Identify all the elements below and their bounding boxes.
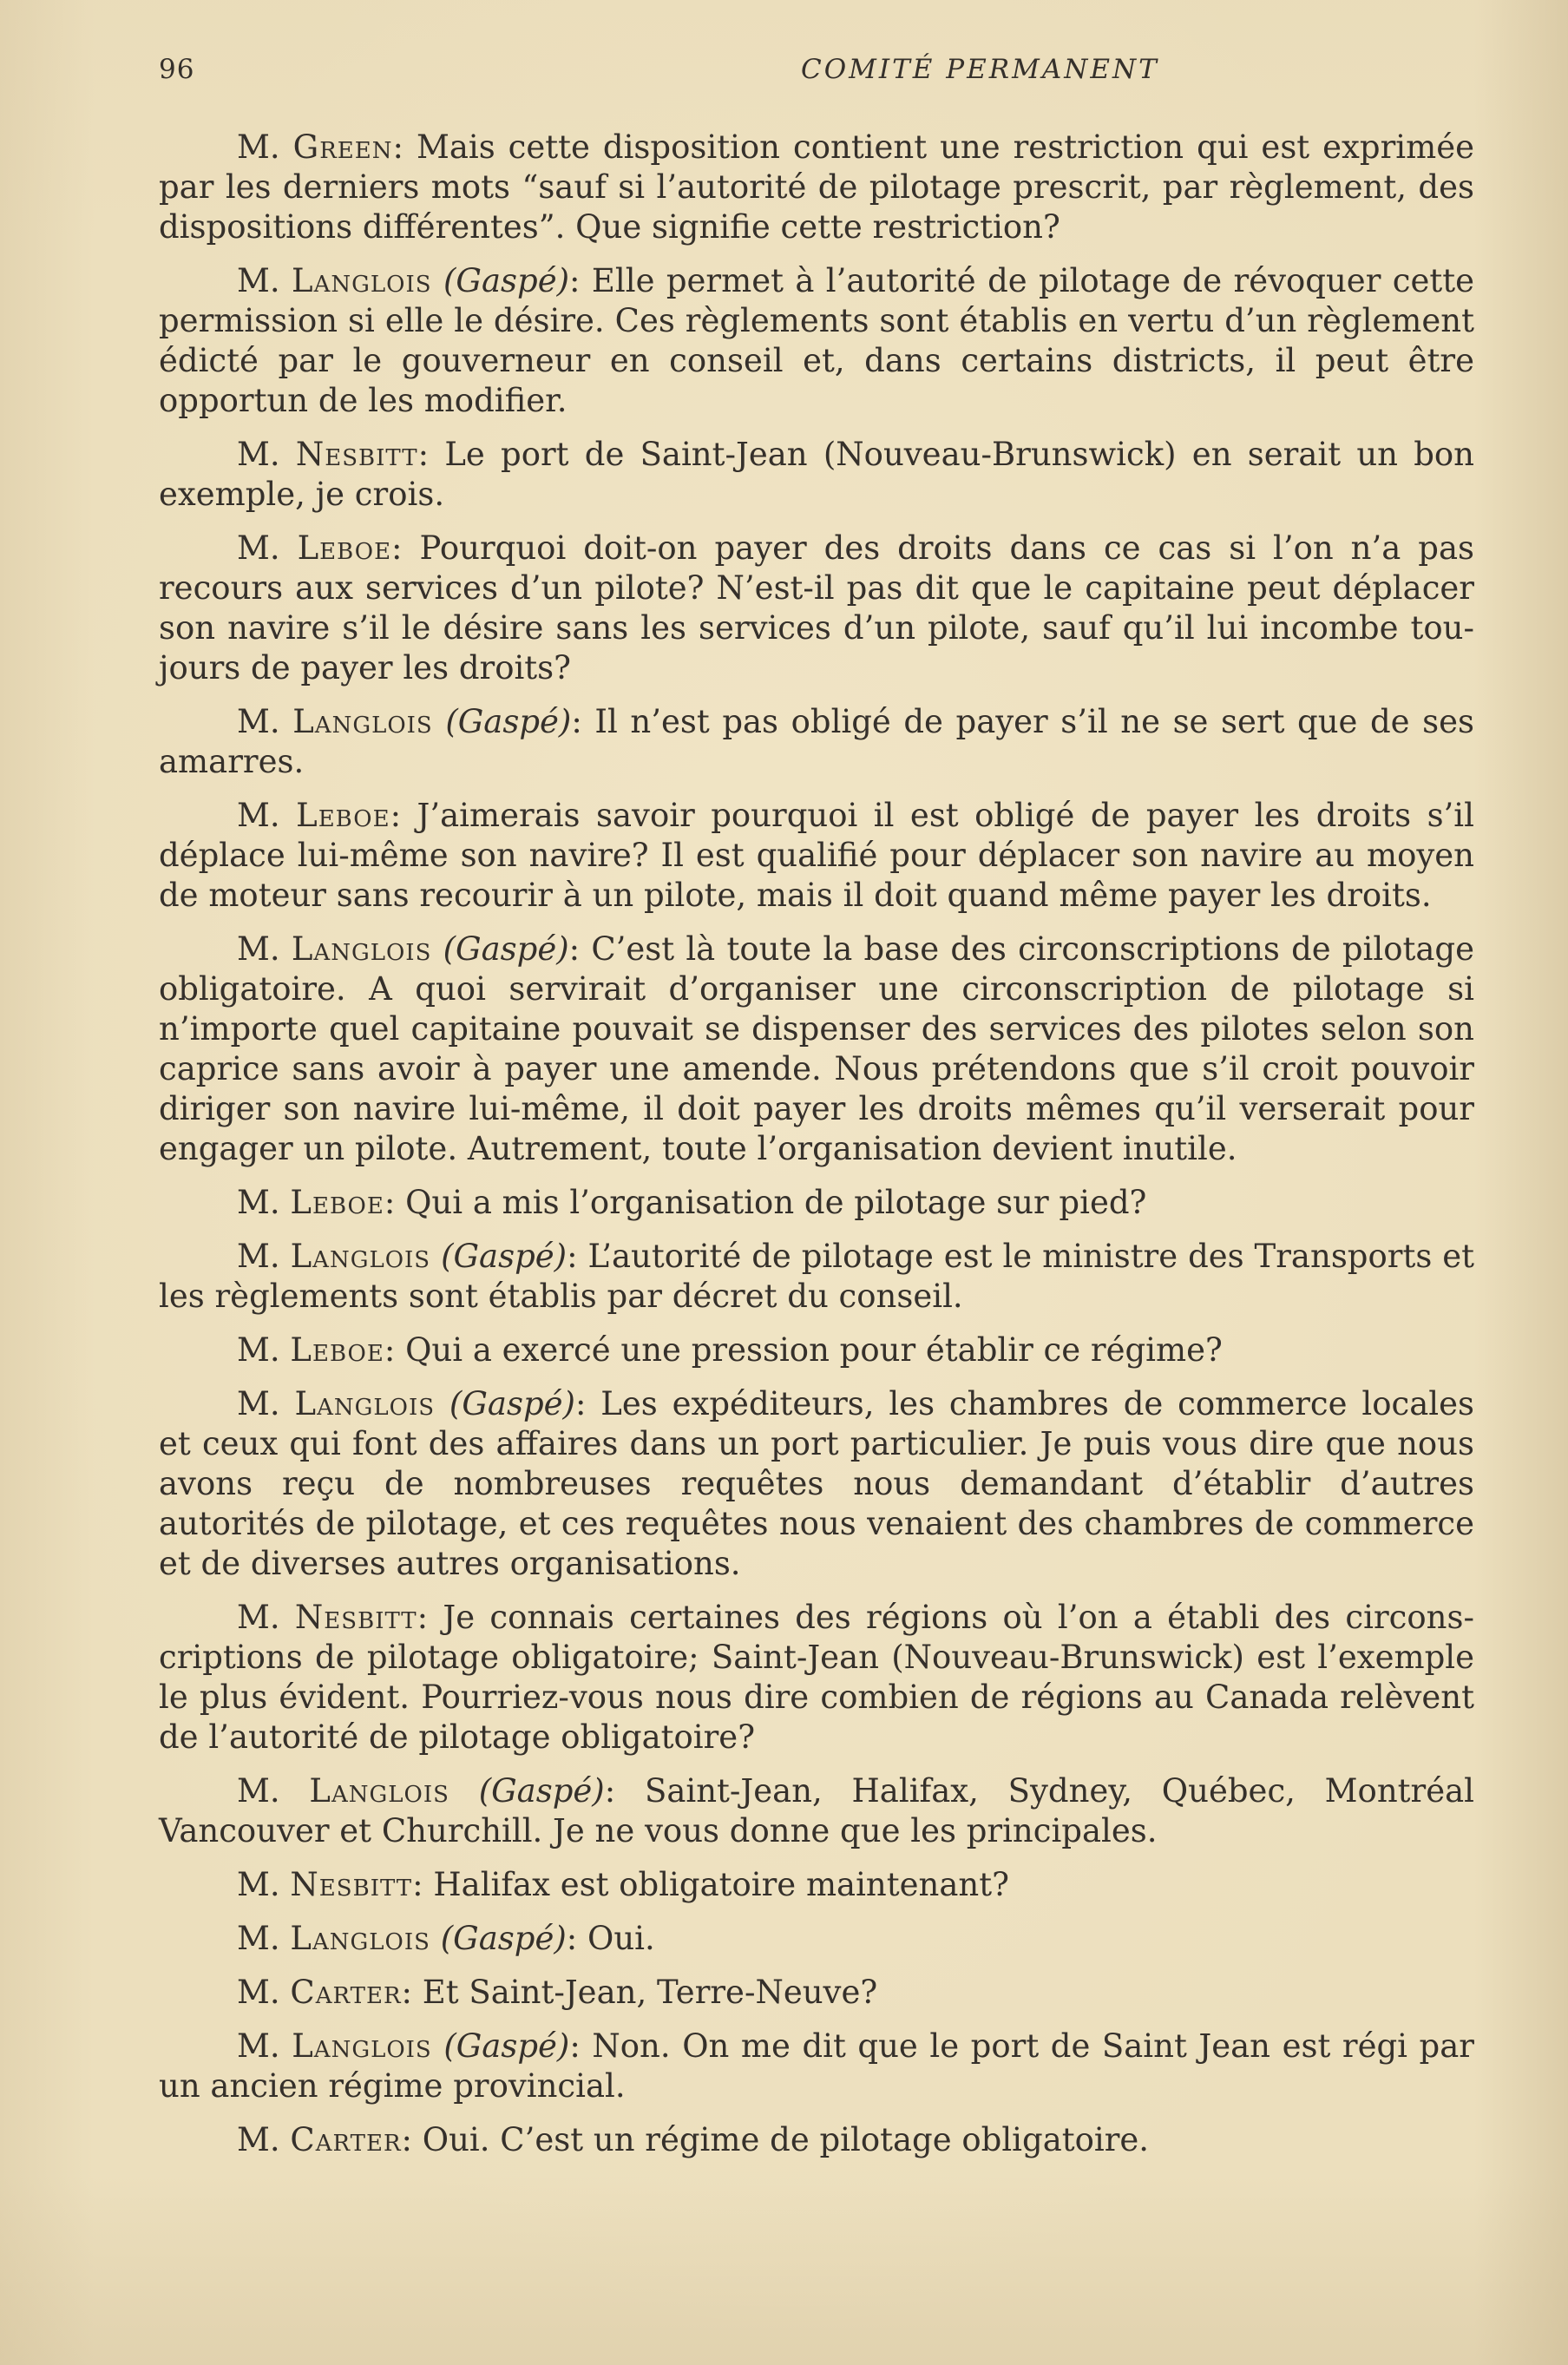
speaker-riding: (Gaspé) bbox=[443, 262, 570, 299]
speech-paragraph: M. Langlois (Gaspé): Les expéditeurs, les chambres de commerce locales et ceux qui font des affaires dans un port particulier. Je puis vous dire que nous avons reçu de nombreuses requêtes nous demandant d’établir d’autres autorités de pilotage, et ces requêtes nous venaient des chambres de commerce et de diverses autres organisations. bbox=[159, 1385, 1474, 1582]
running-head: COMITÉ PERMANENT bbox=[801, 54, 1159, 85]
transcript-body bbox=[159, 128, 1474, 2174]
speech-text: Mais cette disposition contient une restriction qui est exprimée par les derniers mots “sauf si l’autorité de pilotage prescrit, par règlement, des dispositions différentes”. Que signifie cette restriction? bbox=[159, 128, 1474, 246]
speech-text: Pourquoi doit-on payer des droits dans ce cas si l’on n’a pas recours aux services d’un pilote? N’est-il pas dit que le capitaine peut déplacer son navire s’il le désire sans les services d’un pilote, sauf qu’il lui incombe toujours de payer les droits? bbox=[159, 529, 1474, 687]
speaker-riding: (Gaspé) bbox=[478, 1772, 605, 1810]
speaker-name: Langlois bbox=[294, 1385, 436, 1422]
page-header bbox=[159, 54, 1460, 97]
speech-text: J’aimerais savoir pourquoi il est obligé de payer les droits s’il déplace lui-même son navire? Il est qualifié pour déplacer son navire au moyen de moteur sans recourir à un pilote, mais il doit quand même payer les droits. bbox=[159, 797, 1474, 914]
speech-paragraph: M. Langlois (Gaspé): Oui. bbox=[237, 1920, 655, 1957]
speaker-name: Langlois bbox=[290, 1238, 431, 1275]
speech-text: Je connais certaines des régions où l’on a établi des circonscriptions de pilotage obligatoire; Saint-Jean (Nouveau-Brunswick) est l’exemple le plus évident. Pourriez-vous nous dire combien de régions au Canada relèvent de l’autorité de pilotage obligatoire? bbox=[159, 1599, 1474, 1756]
speech-paragraph: M. Nesbitt: Je connais certaines des régions où l’on a établi des circonscriptions de pilotage obligatoire; Saint-Jean (Nouveau-Brunswick) est l’exemple le plus évident. Pourriez-vous nous dire combien de régions au Canada relèvent de l’autorité de pilotage obligatoire? bbox=[159, 1599, 1474, 1756]
speaker-title: M. bbox=[237, 703, 280, 740]
speech-text: Il n’est pas obligé de payer s’il ne se sert que de ses amarres. bbox=[159, 703, 1474, 780]
speaker-title: M. bbox=[237, 1920, 280, 1957]
speaker-title: M. bbox=[237, 1974, 280, 2011]
speaker-title: M. bbox=[237, 1599, 280, 1636]
speech-text: Saint-Jean, Halifax, Sydney, Québec, Montréal Vancouver et Churchill. Je ne vous donne que les principales. bbox=[159, 1772, 1475, 1849]
speaker-name: Nesbitt bbox=[294, 1599, 417, 1636]
speaker-title: M. bbox=[237, 1385, 280, 1422]
speaker-riding: (Gaspé) bbox=[443, 2027, 570, 2065]
speaker-name: Langlois bbox=[292, 703, 433, 740]
speaker-title: M. bbox=[237, 2027, 280, 2065]
speaker-riding: (Gaspé) bbox=[443, 930, 569, 968]
speech-paragraph: M. Green: Mais cette disposition contient une restriction qui est exprimée par les derniers mots “sauf si l’autorité de pilotage prescrit, par règlement, des dispositions différentes”. Que signifie cette restriction? bbox=[159, 128, 1474, 246]
speaker-riding: (Gaspé) bbox=[449, 1385, 575, 1422]
speech-paragraph: M. Nesbitt: Halifax est obligatoire maintenant? bbox=[237, 1866, 1009, 1903]
speech-text: Le port de Saint-Jean (Nouveau-Brunswick) en serait un bon exemple, je crois. bbox=[159, 436, 1474, 513]
speech-paragraph: M. Leboe: Qui a mis l’organisation de pilotage sur pied? bbox=[237, 1184, 1147, 1221]
speaker-name: Nesbitt bbox=[290, 1866, 413, 1903]
speech-paragraph: M. Carter: Et Saint-Jean, Terre-Neuve? bbox=[237, 1974, 878, 2011]
speech-paragraph: M. Langlois (Gaspé): Il n’est pas obligé de payer s’il ne se sert que de ses amarres. bbox=[159, 703, 1474, 780]
speech-text: Qui a exercé une pression pour établir ce régime? bbox=[405, 1331, 1223, 1369]
speaker-name: Nesbitt bbox=[295, 436, 418, 473]
speaker-name: Langlois bbox=[309, 1772, 449, 1810]
speaker-name: Leboe bbox=[290, 1184, 384, 1221]
speaker-title: M. bbox=[237, 1772, 280, 1810]
speaker-title: M. bbox=[237, 1184, 280, 1221]
speech-text: Qui a mis l’organisation de pilotage sur pied? bbox=[405, 1184, 1147, 1221]
speech-text: Oui. C’est un régime de pilotage obligatoire. bbox=[422, 2121, 1150, 2158]
speaker-title: M. bbox=[237, 797, 280, 834]
speech-paragraph: M. Leboe: Qui a exercé une pression pour établir ce régime? bbox=[237, 1331, 1223, 1369]
speaker-riding: (Gaspé) bbox=[441, 1238, 567, 1275]
speaker-title: M. bbox=[237, 2121, 280, 2158]
speaker-name: Green bbox=[292, 128, 393, 166]
speech-paragraph: M. Langlois (Gaspé): Saint-Jean, Halifax, Sydney, Québec, Montréal Vancouver et Churchill. Je ne vous donne que les principales. bbox=[159, 1772, 1475, 1849]
speaker-riding: (Gaspé) bbox=[440, 1920, 567, 1957]
speech-paragraph: M. Nesbitt: Le port de Saint-Jean (Nouveau-Brunswick) en serait un bon exemple, je crois. bbox=[159, 436, 1474, 513]
speech-text: Oui. bbox=[587, 1920, 655, 1957]
speaker-name: Leboe bbox=[297, 529, 392, 567]
speech-paragraph: M. Langlois (Gaspé): Elle permet à l’autorité de pilotage de révoquer cette permission si elle le désire. Ces règlements sont établis en vertu d’un règlement édicté par le gouverneur en conseil et, dans certains districts, il peut être opportun de les modifier. bbox=[159, 262, 1475, 419]
speaker-title: M. bbox=[237, 262, 280, 299]
speaker-title: M. bbox=[237, 529, 280, 567]
speaker-riding: (Gaspé) bbox=[445, 703, 572, 740]
speaker-name: Langlois bbox=[290, 1920, 430, 1957]
speaker-title: M. bbox=[237, 436, 280, 473]
speech-paragraph: M. Langlois (Gaspé): C’est là toute la base des circonscriptions de pilotage obligatoire. A quoi servirait d’organiser une circonscription de pilotage si n’importe quel capitaine pouvait se dispenser des services des pilotes selon son caprice sans avoir à payer une amende. Nous prétendons que s’il croit pouvoir diriger son navire lui-même, il doit payer les droits mêmes qu’il verserait pour engager un pilote. Autrement, toute l’organisation devient inutile. bbox=[159, 930, 1474, 1167]
speaker-title: M. bbox=[237, 1331, 280, 1369]
speaker-title: M. bbox=[237, 128, 280, 166]
speech-text: Elle permet à l’autorité de pilotage de révoquer cette permission si elle le désire. Ces règlements sont établis en vertu d’un règlement édicté par le gouverneur en conseil et, dans certains districts, il peut être opportun de les modifier. bbox=[159, 262, 1475, 419]
speech-text: L’autorité de pilotage est le ministre des Transports et les règlements sont établis par décret du conseil. bbox=[159, 1238, 1474, 1315]
page-number: 96 bbox=[159, 54, 195, 85]
speaker-name: Leboe bbox=[290, 1331, 384, 1369]
speech-paragraph: M. Leboe: Pourquoi doit-on payer des droits dans ce cas si l’on n’a pas recours aux services d’un pilote? N’est-il pas dit que le capitaine peut déplacer son navire s’il le désire sans les services d’un pilote, sauf qu’il lui incombe toujours de payer les droits? bbox=[159, 529, 1474, 687]
speech-text: Halifax est obligatoire maintenant? bbox=[433, 1866, 1009, 1903]
speaker-title: M. bbox=[237, 1866, 280, 1903]
speaker-title: M. bbox=[237, 1238, 280, 1275]
speech-text: Non. On me dit que le port de Saint Jean est régi par un ancien régime provincial. bbox=[159, 2027, 1474, 2105]
speaker-name: Langlois bbox=[292, 2027, 432, 2065]
speech-text: Et Saint-Jean, Terre-Neuve? bbox=[422, 1974, 878, 2011]
speech-paragraph: M. Langlois (Gaspé): L’autorité de pilotage est le ministre des Transports et les règlements sont établis par décret du conseil. bbox=[159, 1238, 1474, 1315]
speaker-name: Carter bbox=[290, 1974, 402, 2011]
speaker-name: Langlois bbox=[291, 930, 432, 968]
speech-paragraph: M. Carter: Oui. C’est un régime de pilotage obligatoire. bbox=[237, 2121, 1150, 2158]
speech-paragraph: M. Langlois (Gaspé): Non. On me dit que le port de Saint Jean est régi par un ancien régime provincial. bbox=[159, 2027, 1474, 2105]
speech-text: C’est là toute la base des circonscriptions de pilotage obligatoire. A quoi servirait d’organiser une circonscription de pilotage si n’importe quel capitaine pouvait se dispenser des services des pilotes selon son caprice sans avoir à payer une amende. Nous prétendons que s’il croit pouvoir diriger son navire lui-même, il doit payer les droits mêmes qu’il verserait pour engager un pilote. Autrement, toute l’organisation devient inutile. bbox=[159, 930, 1474, 1167]
speech-text: Les expéditeurs, les chambres de commerce locales et ceux qui font des affaires dans un port particulier. Je puis vous dire que nous avons reçu de nombreuses requêtes nous demandant d’établir d’autres autorités de pilotage, et ces requêtes nous venaient des chambres de commerce et de diverses autres organisations. bbox=[159, 1385, 1474, 1582]
speech-paragraph: M. Leboe: J’aimerais savoir pourquoi il est obligé de payer les droits s’il déplace lui-même son navire? Il est qualifié pour déplacer son navire au moyen de moteur sans recourir à un pilote, mais il doit quand même payer les droits. bbox=[159, 797, 1474, 914]
speaker-title: M. bbox=[237, 930, 280, 968]
speaker-name: Carter bbox=[290, 2121, 402, 2158]
speaker-name: Leboe bbox=[296, 797, 390, 834]
speaker-name: Langlois bbox=[292, 262, 432, 299]
